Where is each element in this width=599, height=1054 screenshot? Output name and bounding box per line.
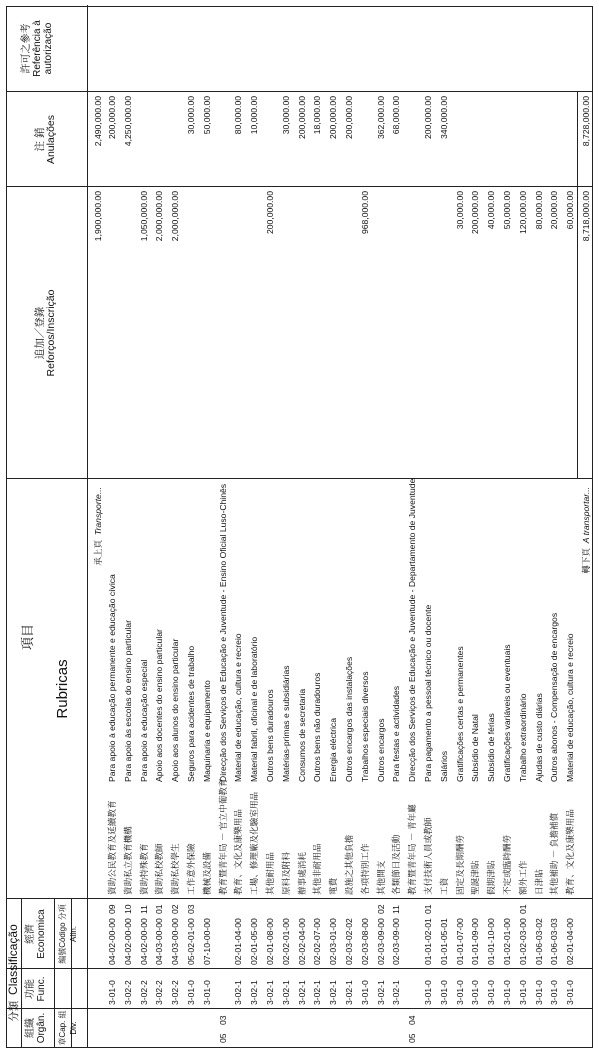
header-divider [87, 5, 88, 1047]
header-anulacoes: 注 銷 Anulações [34, 114, 57, 165]
footer-divider [577, 92, 578, 479]
row-codigo: 07-10-00-00 [201, 918, 212, 965]
row-div: 04 [407, 1015, 418, 1025]
row-anulacoes: 200,000.00 [296, 96, 307, 140]
row-codigo: 04-02-00-00 [138, 918, 149, 965]
row-label-zh: 支付技術人員或教師 [423, 817, 433, 895]
row-label-pt: Apoio aos alunos do ensino particular [170, 638, 181, 782]
row-codigo: 02-01-04-00 [565, 918, 576, 965]
row-label-pt: Outros bens duradouros [265, 689, 275, 782]
row-label-pt: Consumos de secretaria [296, 688, 307, 782]
row-label-pt: Gratificações variáveis ou eventuais [502, 644, 512, 782]
row-reforcos: 20,000.00 [549, 191, 560, 230]
row-reforcos: 50,000.00 [502, 191, 512, 230]
row-label-pt: Para apoio à educação permanente e educação cívica [107, 574, 117, 782]
row-alin: 02 [170, 904, 181, 914]
row-codigo: 01-01-09-00 [470, 918, 481, 965]
row-label-zh: 各類節日及活動 [391, 834, 402, 895]
row-label-zh: 假期津貼 [486, 860, 497, 895]
row-anulacoes: 200,000.00 [344, 96, 354, 140]
row-func: 3-02-1 [391, 980, 402, 1005]
row-anulacoes: 200,000.00 [107, 96, 117, 140]
row-anulacoes: 18,000.00 [312, 96, 323, 135]
row-reforcos: 2,000,000.00 [170, 191, 181, 242]
row-label-pt: Maquinaria e equipamento [201, 680, 212, 782]
row-func: 3-02-2 [170, 980, 181, 1005]
row-codigo: 01-01-05-01 [438, 918, 449, 965]
row-label-zh: 機械及設備 [201, 852, 212, 895]
row-label-pt: Trabalho extraordinário [517, 693, 528, 782]
row-div: 03 [217, 1015, 228, 1025]
row-label-pt: Seguros para acidentes de trabalho [186, 645, 196, 782]
row-alin: 01 [423, 904, 433, 914]
row-codigo: 02-03-09-00 [391, 918, 402, 965]
header-reforcos: 追加／登錄 Reforços/Inscrição [34, 289, 57, 377]
row-anulacoes: 50,000.00 [201, 96, 212, 135]
row-func: 3-01-0 [533, 980, 544, 1005]
row-func: 3-02-1 [328, 980, 339, 1005]
row-label-pt: Ajudas de custo diárias [533, 693, 544, 782]
row-label-zh: 資助私立教育機構 [122, 826, 133, 895]
row-label-zh: 聖誕津貼 [470, 860, 481, 895]
col-divider [7, 898, 592, 899]
row-label-pt: Material de educação, cultura e recreio [565, 633, 576, 782]
row-label-zh: 其他耐用品 [265, 852, 275, 895]
row-codigo: 05-02-01-00 [186, 918, 196, 965]
header-economica: 經濟 Economica [25, 909, 47, 959]
row-codigo: 04-02-00-00 [122, 918, 133, 965]
row-codigo: 01-06-03-03 [549, 918, 560, 965]
row-label-zh: 設施之其他負擔 [344, 834, 354, 895]
row-func: 3-02-1 [233, 980, 244, 1005]
row-codigo: 02-01-04-00 [233, 918, 244, 965]
row-label-zh: 固定及長期酬勞 [454, 834, 465, 895]
row-func: 3-01-0 [454, 980, 465, 1005]
row-label-pt: Salários [438, 750, 449, 782]
header-autorizacao: 許可之參考 Referência à autorização [21, 20, 54, 77]
row-alin: 02 [375, 904, 386, 914]
row-label-pt: Para apoio à educação especial [138, 659, 149, 782]
row-label-pt: Outros bens não duradouros [312, 672, 323, 782]
budget-table [6, 6, 593, 1048]
row-func: 3-02-1 [296, 980, 307, 1005]
row-label-zh: 其他開支 [375, 860, 386, 895]
row-codigo: 02-03-01-00 [328, 918, 339, 965]
row-label-pt: Material de educação, cultura e recreio [233, 633, 244, 782]
row-label-pt: Subsídio de férias [486, 713, 497, 782]
row-cap: 05 [407, 1033, 418, 1043]
row-label-pt: Subsídio de Natal [470, 714, 481, 782]
row-func: 3-01-0 [438, 980, 449, 1005]
row-reforcos: 80,000.00 [533, 191, 544, 230]
section-title-zh: 教育暨青年局 － 青年廳 [407, 804, 418, 895]
row-codigo: 04-02-00-00 [107, 918, 117, 965]
row-func: 3-02-1 [375, 980, 386, 1005]
row-func: 3-02-1 [344, 980, 354, 1005]
row-codigo: 02-02-04-00 [296, 918, 307, 965]
row-reforcos: 120,000.00 [517, 191, 528, 235]
section-title-pt: Direcção dos Serviços de Educação e Juventude - Ensino Oficial Luso-Chinês [217, 483, 228, 782]
row-reforcos: 968,000.00 [359, 191, 370, 235]
row-label-zh: 不定或臨時酬勞 [502, 834, 512, 895]
header-rubricas: Rubricas [54, 659, 71, 719]
row-anulacoes: 200,000.00 [423, 96, 433, 140]
row-label-zh: 額外工作 [517, 860, 528, 895]
row-codigo: 02-03-09-00 [375, 918, 386, 965]
header-divider [21, 899, 22, 1047]
row-func: 3-02-2 [154, 980, 165, 1005]
row-label-zh: 其他補助 － 負擔補償 [549, 812, 560, 895]
row-codigo: 02-03-02-02 [344, 918, 354, 965]
row-label-pt: Trabalhos especiais diversos [359, 671, 370, 782]
row-func: 3-01-0 [359, 980, 370, 1005]
section-title-zh: 教育暨青年局 － 官立中葡教育 [217, 778, 228, 895]
row-anulacoes: 4,250,000.00 [122, 96, 133, 147]
row-label-pt: Apoio aos docentes do ensino particular [154, 629, 165, 782]
row-label-zh: 工資 [438, 877, 449, 895]
col-divider [7, 1008, 592, 1009]
footer-anulacoes: 8,728,000.00 [581, 96, 591, 147]
row-label-pt: Matérias-primas e subsidiárias [280, 665, 291, 782]
row-func: 3-02-1 [265, 980, 275, 1005]
row-label-zh: 資助私校教師 [154, 843, 165, 895]
row-func: 3-01-0 [423, 980, 433, 1005]
transporte-label: 承上頁 Transporte... [93, 487, 103, 566]
row-label-zh: 原料及附料 [280, 852, 291, 895]
row-codigo: 02-02-07-00 [312, 918, 323, 965]
row-codigo: 01-02-03-00 [517, 918, 528, 965]
row-label-zh: 工作意外保險 [186, 843, 196, 895]
row-alin: 10 [122, 904, 133, 914]
row-label-zh: 工場、修理廠及化驗室用品 [249, 791, 260, 895]
header-organica: 組織 Orgân. [25, 1012, 47, 1044]
row-anulacoes: 200,000.00 [328, 96, 339, 140]
row-label-pt: Para festas e actividades [391, 685, 402, 782]
row-anulacoes: 10,000.00 [249, 96, 260, 135]
row-func: 3-02-1 [249, 980, 260, 1005]
row-func: 3-02-1 [312, 980, 323, 1005]
footer-reforcos: 8,718,000.00 [581, 191, 591, 242]
row-label-zh: 電費 [328, 877, 339, 895]
row-func: 3-01-0 [549, 980, 560, 1005]
row-codigo: 04-03-00-00 [170, 918, 181, 965]
row-reforcos: 60,000.00 [565, 191, 576, 230]
header-funcional: 功能 Func. [25, 976, 47, 1002]
row-alin: 11 [138, 905, 149, 914]
col-divider [7, 968, 592, 969]
row-codigo: 02-02-01-00 [280, 918, 291, 965]
row-func: 3-01-0 [565, 980, 576, 1005]
row-label-zh: 日津貼 [533, 869, 544, 895]
row-anulacoes: 340,000.00 [438, 96, 449, 140]
row-func: 3-02-2 [138, 980, 149, 1005]
transporte-reforcos: 1,900,000.00 [93, 191, 103, 242]
row-func: 3-01-0 [470, 980, 481, 1005]
row-anulacoes: 30,000.00 [186, 96, 196, 135]
row-reforcos: 200,000.00 [265, 191, 275, 235]
row-anulacoes: 362,000.00 [375, 96, 386, 140]
row-cap: 05 [217, 1033, 228, 1043]
row-alin: 09 [107, 904, 117, 914]
row-codigo: 02-03-08-00 [359, 918, 370, 965]
row-func: 3-01-0 [107, 980, 117, 1005]
row-anulacoes: 68,000.00 [391, 96, 402, 135]
row-label-pt: Para pagamento a pessoal técnico ou docente [423, 604, 433, 782]
row-codigo: 01-01-10-00 [486, 918, 497, 965]
row-label-zh: 資助公民教育及延續教育 [107, 800, 117, 895]
row-func: 3-02-2 [122, 980, 133, 1005]
transporte-anulacoes: 2,490,000.00 [93, 96, 103, 147]
header-rubricas-zh: 項目 [20, 624, 35, 651]
row-func: 3-01-0 [186, 980, 196, 1005]
row-label-pt: Para apoio às escolas do ensino particular [122, 620, 133, 782]
row-label-zh: 辦事處消耗 [296, 852, 307, 895]
row-reforcos: 1,050,000.00 [138, 191, 149, 242]
row-codigo: 02-01-08-00 [265, 918, 275, 965]
header-cap-div: 章Cap. 組Div. [58, 1010, 78, 1046]
row-label-pt: Material fabril, oficinal e de laboratório [249, 636, 260, 782]
row-reforcos: 30,000.00 [454, 191, 465, 230]
row-func: 3-02-1 [280, 980, 291, 1005]
row-codigo: 01-01-07-00 [454, 918, 465, 965]
row-reforcos: 40,000.00 [486, 191, 497, 230]
row-label-zh: 教育、文化及康樂用品 [233, 809, 244, 895]
row-reforcos: 2,000,000.00 [154, 191, 165, 242]
row-alin: 01 [517, 904, 528, 914]
col-divider [7, 91, 592, 92]
row-func: 3-01-0 [201, 980, 212, 1005]
row-codigo: 01-01-02-01 [423, 918, 433, 965]
row-anulacoes: 80,000.00 [233, 96, 244, 135]
header-divider [54, 899, 55, 1047]
footer-label: 轉下頁 A transportar... [581, 487, 591, 574]
row-label-pt: Outros encargos [375, 718, 386, 782]
row-func: 3-01-0 [486, 980, 497, 1005]
row-func: 3-01-0 [502, 980, 512, 1005]
header-codigo-alin: 編號Código 分項Alín. [58, 904, 78, 964]
row-func: 3-01-0 [517, 980, 528, 1005]
row-alin: 03 [186, 904, 196, 914]
row-label-zh: 其他非耐用品 [312, 843, 323, 895]
row-label-zh: 資助私校學生 [170, 843, 181, 895]
row-label-zh: 教育、文化及康樂用品 [565, 809, 576, 895]
row-alin: 01 [154, 904, 165, 914]
row-codigo: 04-03-00-00 [154, 918, 165, 965]
header-classificacao: 分類 Classificação [6, 924, 20, 1022]
row-codigo: 02-01-05-00 [249, 918, 260, 965]
row-label-pt: Outros encargos das instalações [344, 656, 354, 782]
section-title-pt: Direcção dos Serviços de Educação e Juventude - Departamento de Juventude [407, 478, 418, 782]
row-reforcos: 200,000.00 [470, 191, 481, 235]
row-label-zh: 各項特別工作 [359, 843, 370, 895]
row-anulacoes: 30,000.00 [280, 96, 291, 135]
row-alin: 11 [391, 905, 402, 914]
row-codigo: 01-02-01-00 [502, 918, 512, 965]
row-label-pt: Outros abonos - Compensação de encargos [549, 612, 560, 782]
row-label-zh: 資助特殊教育 [138, 843, 149, 895]
row-label-pt: Gratificações certas e permanentes [454, 646, 465, 782]
row-codigo: 01-06-03-02 [533, 918, 544, 965]
row-label-pt: Energia eléctrica [328, 717, 339, 782]
